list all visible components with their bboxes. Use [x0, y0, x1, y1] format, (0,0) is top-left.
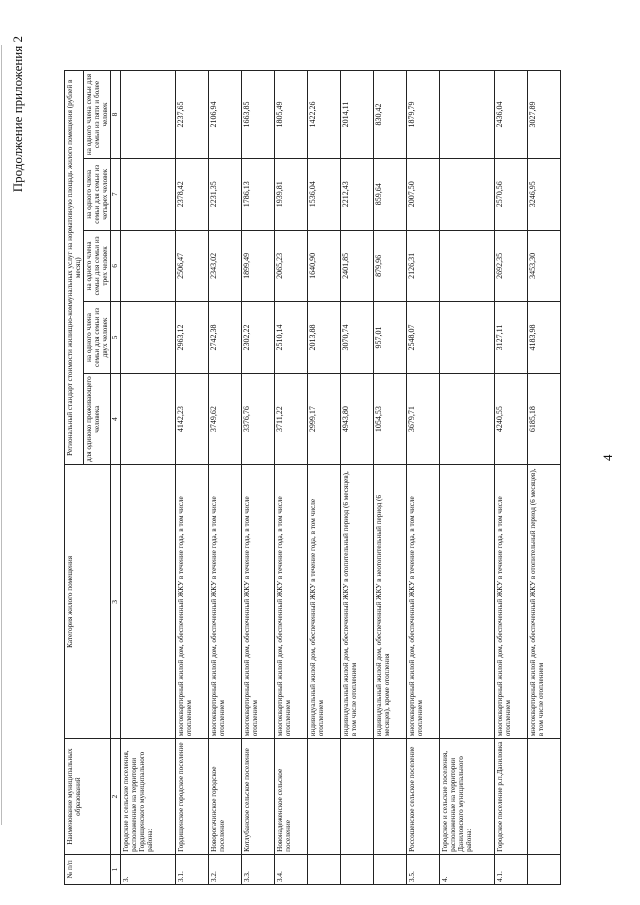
housing-category: многоквартирный жилой дом, обеспеченный ЖКУ в течение года, в том числе отоплением: [406, 465, 439, 739]
housing-category: многоквартирный жилой дом, обеспеченный ЖКУ в течение года, в том числе отоплением: [208, 465, 241, 739]
standard-value: 1054,53: [373, 373, 406, 465]
row-number: 3.1.: [175, 854, 208, 884]
table-row: [340, 71, 373, 885]
table-row: [120, 71, 175, 885]
standard-value: 2212,43: [340, 159, 373, 231]
standard-value: 2963,12: [175, 302, 208, 374]
standard-value: 2237,65: [175, 71, 208, 159]
standard-value: [120, 302, 175, 374]
standard-value: 3246,95: [527, 159, 560, 231]
tariff-table: [64, 70, 561, 885]
header-sub-3: на одного члена семьи для семьи из трех человек: [84, 230, 111, 302]
standard-value: 957,01: [373, 302, 406, 374]
table-header: [65, 71, 121, 885]
standard-value: 2013,88: [307, 302, 340, 374]
standard-value: 2106,94: [208, 71, 241, 159]
table-row: [208, 71, 241, 885]
table-row: [527, 71, 560, 885]
standard-value: 1805,49: [274, 71, 307, 159]
housing-category: индивидуальный жилой дом, обеспеченный ЖКУ в неотопительный период (6 месяцев), кроме отопления: [373, 465, 406, 739]
standard-value: 3679,71: [406, 373, 439, 465]
standard-value: [439, 71, 494, 159]
municipality-name: [373, 739, 406, 855]
standard-value: 879,96: [373, 230, 406, 302]
standard-value: 2302,22: [241, 302, 274, 374]
housing-category: [439, 465, 494, 739]
municipality-name: Новонадеженское сельское поселение: [274, 739, 307, 855]
standard-value: 1879,79: [406, 71, 439, 159]
row-number: [373, 854, 406, 884]
housing-category: индивидуальный жилой дом, обеспеченный ЖКУ в течение года, в том числе отоплением: [307, 465, 340, 739]
municipality-name: [527, 739, 560, 855]
standard-value: 2065,23: [274, 230, 307, 302]
standard-value: 1640,90: [307, 230, 340, 302]
standard-value: 2014,11: [340, 71, 373, 159]
housing-category: многоквартирный жилой дом, обеспеченный ЖКУ в течение года, в том числе отоплением: [241, 465, 274, 739]
table-row: [307, 71, 340, 885]
standard-value: 6185,18: [527, 373, 560, 465]
standard-value: 2999,17: [307, 373, 340, 465]
col-number: 1: [111, 854, 120, 884]
municipality-name: Гордищенское городское поселение: [175, 739, 208, 855]
municipality-name: Россошенское сельское поселение: [406, 739, 439, 855]
standard-value: [120, 159, 175, 231]
column-number-row: [111, 71, 120, 885]
standard-value: 2231,35: [208, 159, 241, 231]
standard-value: 2378,42: [175, 159, 208, 231]
row-number: 3.: [120, 854, 175, 884]
standard-value: 2692,35: [494, 230, 527, 302]
standard-value: 830,42: [373, 71, 406, 159]
municipality-name: [340, 739, 373, 855]
header-sub-1: для одиноко проживающего человека: [84, 373, 111, 465]
header-no: № п/п: [65, 854, 111, 884]
standard-value: 2436,04: [494, 71, 527, 159]
standard-value: 1536,04: [307, 159, 340, 231]
standard-value: 2510,14: [274, 302, 307, 374]
standard-value: 4142,23: [175, 373, 208, 465]
housing-category: многоквартирный жилой дом, обеспеченный ЖКУ в отопительный период (6 месяцев), в том числе отоплением: [527, 465, 560, 739]
standard-value: 2570,56: [494, 159, 527, 231]
continuation-title: Продолжение приложения 2: [10, 36, 25, 193]
table-row: [439, 71, 494, 885]
table-row: [175, 71, 208, 885]
housing-category: индивидуальный жилой дом, обеспеченный ЖКУ в отопительный период (6 месяцев), в том числе отоплением: [340, 465, 373, 739]
standard-value: [120, 373, 175, 465]
row-number: 3.4.: [274, 854, 307, 884]
municipality-name: Котлубанское сельское поселение: [241, 739, 274, 855]
header-sub-5: на одного члена семьи для семьи из пяти и более человек: [84, 71, 111, 159]
top-border-line: [1, 45, 2, 825]
housing-category: многоквартирный жилой дом, обеспеченный ЖКУ в течение года, в том числе отоплением: [175, 465, 208, 739]
table-row: [274, 71, 307, 885]
col-number: 3: [111, 465, 120, 739]
standard-value: 3453,30: [527, 230, 560, 302]
header-name: Наименование муниципальных образований: [65, 739, 111, 855]
col-number: 8: [111, 71, 120, 159]
standard-value: 2742,38: [208, 302, 241, 374]
municipality-name: Городское и сельские поселения, расположенные на территории Даниловского муниципального района:: [439, 739, 494, 855]
table-row: [494, 71, 527, 885]
standard-value: 2126,31: [406, 230, 439, 302]
standard-value: 3127,11: [494, 302, 527, 374]
municipality-name: Городские и сельские поселения, расположенные на территории Гордищенского муниципального района:: [120, 739, 175, 855]
standard-value: 1422,26: [307, 71, 340, 159]
row-number: 3.2.: [208, 854, 241, 884]
standard-value: 2506,47: [175, 230, 208, 302]
table-row: [241, 71, 274, 885]
standard-value: [439, 159, 494, 231]
table-body: [120, 71, 560, 885]
page-number: 4: [600, 454, 615, 461]
row-number: 3.3.: [241, 854, 274, 884]
standard-value: [120, 230, 175, 302]
standard-value: 4240,55: [494, 373, 527, 465]
standard-value: 2548,07: [406, 302, 439, 374]
row-number: [527, 854, 560, 884]
standard-value: [439, 373, 494, 465]
standard-value: 4183,98: [527, 302, 560, 374]
standard-value: 2401,85: [340, 230, 373, 302]
row-number: 4.: [439, 854, 494, 884]
row-number: 4.1.: [494, 854, 527, 884]
standard-value: 859,64: [373, 159, 406, 231]
standard-value: [439, 230, 494, 302]
header-sub-4: на одного члена семьи для семьи из четырех человек: [84, 159, 111, 231]
standard-value: 2343,02: [208, 230, 241, 302]
standard-value: 3027,89: [527, 71, 560, 159]
table-row: [373, 71, 406, 885]
header-standard: Региональный стандарт стоимости жилищно-коммунальных услуг на нормативную площадь жилого помещения (рублей в месяц): [65, 71, 84, 465]
col-number: 6: [111, 230, 120, 302]
standard-value: [120, 71, 175, 159]
housing-category: многоквартирный жилой дом, обеспеченный ЖКУ в течение года, в том числе отоплением: [494, 465, 527, 739]
standard-value: 1899,49: [241, 230, 274, 302]
row-number: [340, 854, 373, 884]
housing-category: многоквартирный жилой дом, обеспеченный ЖКУ в течение года, в том числе отоплением: [274, 465, 307, 739]
header-category: Категория жилого помещения: [65, 465, 111, 739]
standard-value: 3376,76: [241, 373, 274, 465]
municipality-name: [307, 739, 340, 855]
standard-value: 3749,62: [208, 373, 241, 465]
table-row: [406, 71, 439, 885]
col-number: 2: [111, 739, 120, 855]
row-number: 3.5.: [406, 854, 439, 884]
col-number: 4: [111, 373, 120, 465]
standard-value: 4943,80: [340, 373, 373, 465]
standard-value: 3711,22: [274, 373, 307, 465]
standard-value: 3070,74: [340, 302, 373, 374]
header-sub-2: на одного члена семьи для семьи из двух человек: [84, 302, 111, 374]
standard-value: 1939,81: [274, 159, 307, 231]
standard-value: 2007,50: [406, 159, 439, 231]
housing-category: [120, 465, 175, 739]
row-number: [307, 854, 340, 884]
standard-value: 1663,85: [241, 71, 274, 159]
standard-value: 1786,13: [241, 159, 274, 231]
standard-value: [439, 302, 494, 374]
municipality-name: Городское поселение р.п.Даниловка: [494, 739, 527, 855]
col-number: 7: [111, 159, 120, 231]
col-number: 5: [111, 302, 120, 374]
municipality-name: Новорогачинское городское поселение: [208, 739, 241, 855]
